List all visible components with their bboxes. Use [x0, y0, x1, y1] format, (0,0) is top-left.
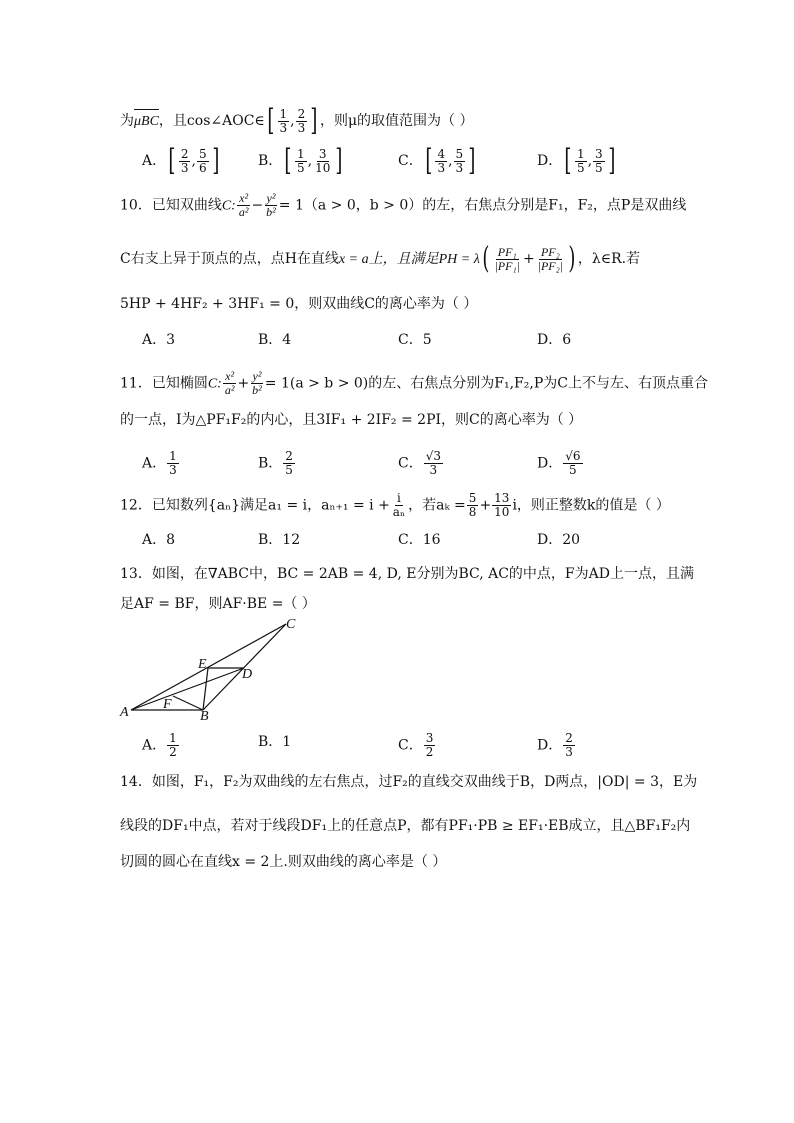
q9-suffix: ，则μ的取值范围为（ ） — [319, 113, 474, 129]
q10-option-d: D．6 — [537, 332, 572, 348]
q10-option-c: C．5 — [398, 332, 432, 348]
q10-line-2: C右支上异于顶点的点，点H在直线x = a上，且满足PH = λ( $\frac{\text{PF₁}}{\text{|PF₁|}}$ + $\frac{\text{PF₂}}{\text{|PF₂|}}$ ) ，λ∈R.若 — [120, 241, 641, 276]
q12-option-b: B．12 — [258, 532, 301, 548]
q10-line-1: 10．已知双曲线C: $\frac{\text{x²}}{\text{a²}}$ − $\frac{\text{y²}}{\text{b²}}$ = 1（a > 0，b > 0）的左，右焦点分别是F₁，F₂，点P是双曲线 — [120, 191, 687, 219]
q12-option-a: A．8 — [142, 532, 176, 548]
q14-line-1: 14．如图，F₁，F₂为双曲线的左右焦点，过F₂的直线交双曲线于B，D两点，|OD| = 3，E为 — [120, 774, 698, 790]
q13-option-a: A． $\frac{1}{2}$ — [142, 731, 177, 759]
q9-option-d: D．[ $\frac{1}{5}$ , $\frac{3}{5}$ ] — [537, 143, 616, 178]
q12-option-d: D．20 — [537, 532, 581, 548]
q13-option-d: D． $\frac{2}{3}$ — [537, 731, 573, 759]
q11-option-d: D． $\frac{√6}{5}$ — [537, 449, 581, 477]
q9-interval-right: $\frac{2}{3}$ — [297, 106, 306, 135]
q13-line-2: 足AF = BF，则AF·BE =（ ） — [120, 596, 316, 612]
q13-option-c: C． $\frac{3}{2}$ — [398, 731, 434, 759]
segment-ad — [131, 668, 244, 710]
q9-option-a: A．[ $\frac{2}{3}$ , $\frac{5}{6}$ ] — [142, 143, 219, 178]
q10-option-a: A．3 — [142, 332, 176, 348]
q9-option-b: B．[ $\frac{1}{5}$ , $\frac{3}{10}$ ] — [258, 143, 343, 178]
q9-tail-line: 为μBC，且cos∠AOC∈[ $\frac{1}{3}$ , $\frac{2}{3}$ ] ，则μ的取值范围为（ ） — [120, 103, 474, 138]
segment-ac — [131, 624, 286, 710]
label-a: A — [120, 705, 129, 720]
q12-option-c: C．16 — [398, 532, 441, 548]
triangle-figure — [118, 612, 318, 722]
label-c: C — [286, 617, 296, 632]
q9-interval-left: $\frac{1}{3}$ — [279, 106, 288, 135]
q12-line-1: 12．已知数列{aₙ}满足a₁ = i，aₙ₊₁ = i + $\frac{i}{\text{aₙ}}$ ，若aₖ = $\frac{5}{8}$ + $\frac{13}{10}$ i，则正整数k的值是（ ） — [120, 491, 670, 519]
label-e: E — [198, 657, 207, 672]
q10-line-3: 5HP + 4HF₂ + 3HF₁ = 0，则双曲线C的离心率为（ ） — [120, 296, 478, 312]
q9-prefix: 为 — [120, 113, 134, 129]
q11-option-a: A． $\frac{1}{3}$ — [142, 449, 177, 477]
q10-option-b: B．4 — [258, 332, 292, 348]
label-b: B — [200, 709, 209, 722]
q11-line-2: 的一点，I为△PF₁F₂的内心，且3IF₁ + 2IF₂ = 2PI，则C的离心率为（ ） — [120, 412, 583, 428]
segment-eb — [203, 668, 208, 710]
q11-option-c: C． $\frac{√3}{3}$ — [398, 449, 441, 477]
q9-option-c: C．[ $\frac{4}{3}$ , $\frac{5}{3}$ ] — [398, 143, 476, 178]
q11-line-1: 11．已知椭圆C: $\frac{\text{x²}}{\text{a²}}$ + $\frac{\text{y²}}{\text{b²}}$ = 1(a > b > 0)的左、右焦点分别为F₁,F₂,P为C上不与左、右顶点重合 — [120, 369, 708, 397]
q14-line-2: 线段的DF₁中点，若对于线段DF₁上的任意点P，都有PF₁·PB ≥ EF₁·EB成立，且△BF₁F₂内 — [120, 818, 691, 834]
label-f: F — [163, 697, 172, 712]
segment-fb — [173, 696, 203, 710]
q11-option-b: B． $\frac{2}{5}$ — [258, 449, 293, 477]
q13-line-1: 13．如图，在∇ABC中，BC = 2AB = 4, D, E分别为BC, AC的中点，F为AD上一点，且满 — [120, 566, 694, 582]
q9-middle: ，且cos∠AOC∈ — [158, 113, 265, 129]
q14-line-3: 切圆的圆心在直线x = 2上.则双曲线的离心率是（ ） — [120, 854, 447, 870]
q13-option-b: B．1 — [258, 734, 292, 750]
q9-vector: μBC — [134, 112, 159, 132]
label-d: D — [242, 667, 253, 682]
